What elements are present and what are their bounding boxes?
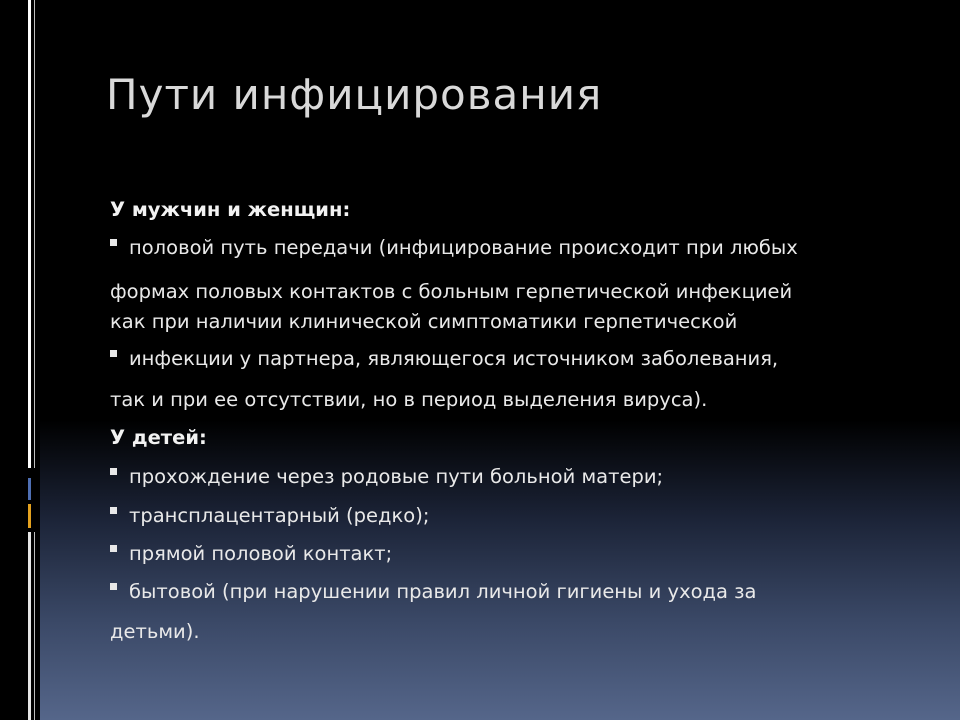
left-accent-strip [0, 0, 40, 720]
bullet-text: прохождение через родовые пути больной матери; [129, 465, 664, 488]
bullet-text: бытовой (при нарушении правил личной гигиены и ухода за [129, 580, 757, 603]
square-bullet-icon [110, 468, 117, 475]
accent-stripe-blue [28, 478, 31, 500]
square-bullet-icon [110, 583, 117, 590]
text-line: детьми). [110, 620, 200, 643]
square-bullet-icon [110, 507, 117, 514]
bullet-item [110, 236, 798, 259]
bullet-text: половой путь передачи (инфицирование происходит при любых [129, 236, 798, 259]
accent-stripe-white-lower [28, 532, 31, 720]
accent-stripe-thin-lower [34, 532, 35, 720]
accent-stripe-white [28, 0, 31, 468]
text-line: формах половых контактов с больным герпетической инфекцией [110, 280, 793, 303]
section-heading-children: У детей: [110, 426, 207, 449]
text-line: так и при ее отсутствии, но в период выделения вируса). [110, 388, 708, 411]
bullet-text: трансплацентарный (редко); [129, 504, 430, 527]
bullet-text: инфекции у партнера, являющегося источником заболевания, [129, 347, 779, 370]
bullet-item [110, 347, 778, 370]
accent-stripe-thin [34, 0, 35, 468]
square-bullet-icon [110, 545, 117, 552]
text-line: как при наличии клинической симптоматики герпетической [110, 310, 738, 333]
bullet-item [110, 465, 663, 488]
slide-title: Пути инфицирования [106, 70, 603, 119]
square-bullet-icon [110, 239, 117, 246]
section-heading-adults: У мужчин и женщин: [110, 198, 351, 221]
bullet-item [110, 504, 429, 527]
bullet-item [110, 580, 757, 603]
square-bullet-icon [110, 350, 117, 357]
bullet-text: прямой половой контакт; [129, 542, 393, 565]
bullet-item [110, 542, 392, 565]
accent-stripe-gold [28, 504, 31, 528]
